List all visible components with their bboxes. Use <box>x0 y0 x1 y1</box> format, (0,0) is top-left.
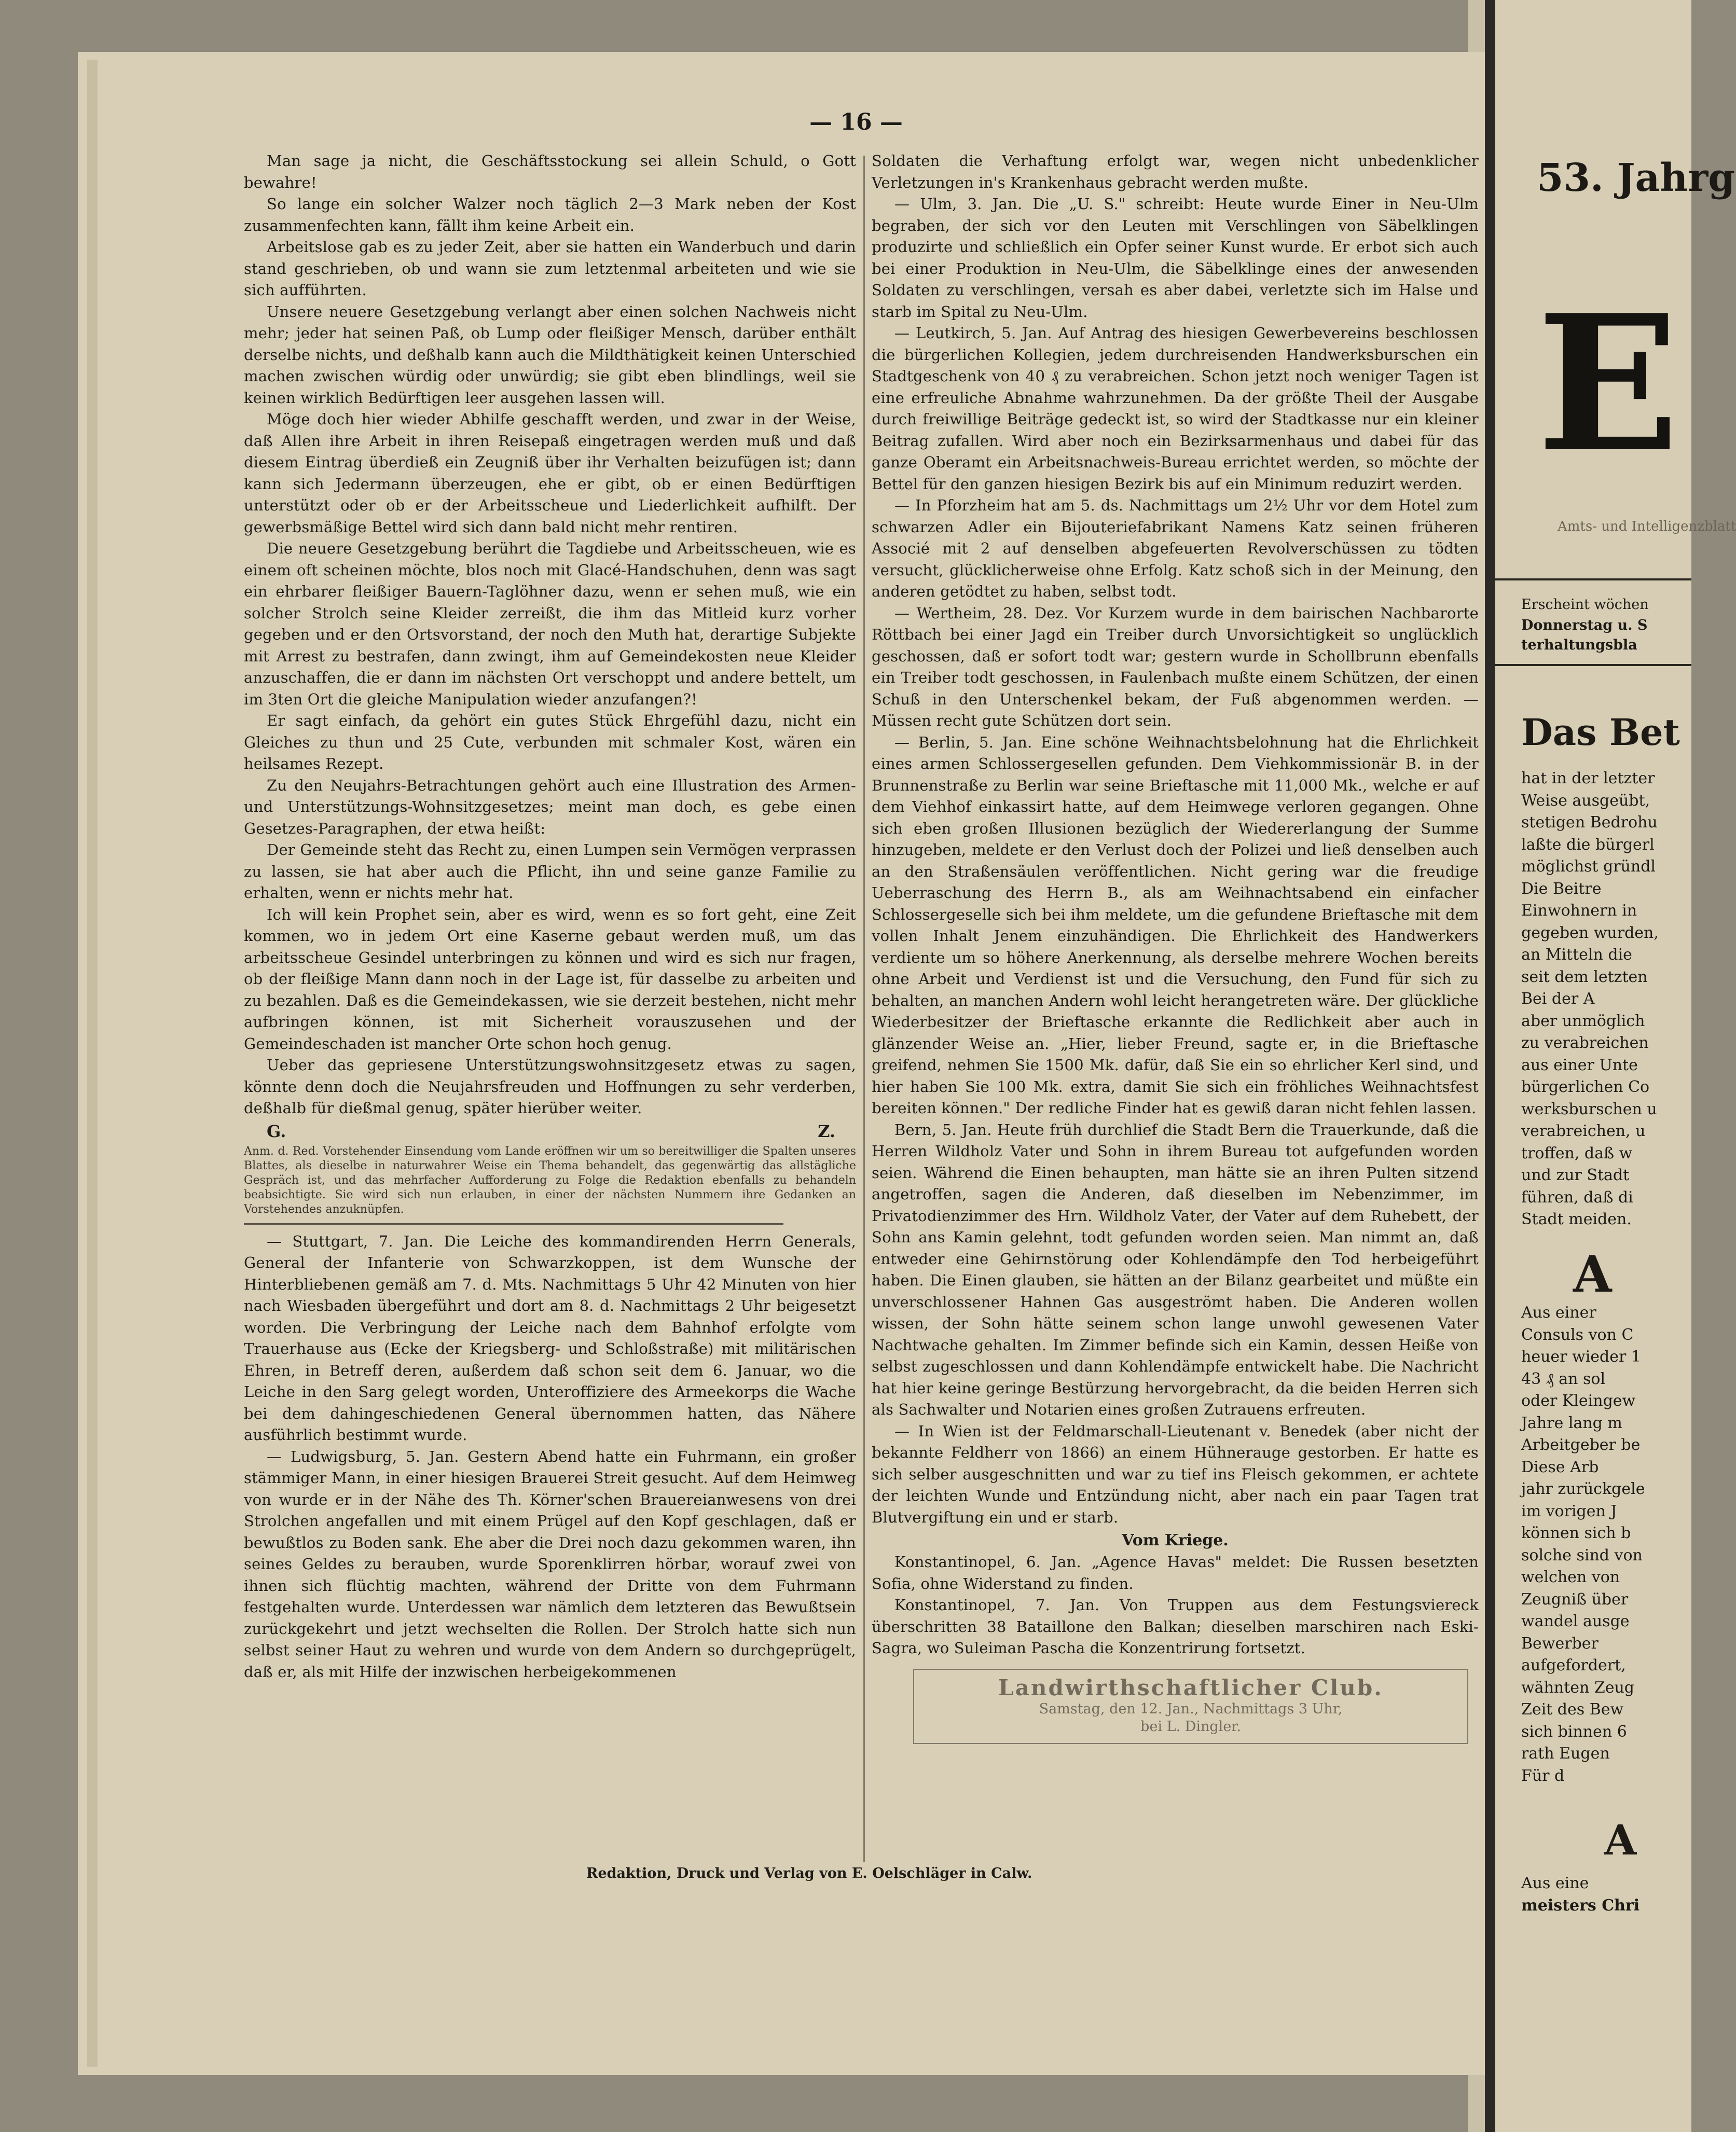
article-paragraph: Er sagt einfach, da gehört ein gutes Stück Ehrgefühl dazu, nicht ein Gleiches zu thun und 25 Cute, verbunden mit schmaler Kost, wären ein heilsames Rezept. <box>244 712 856 772</box>
article-paragraph: Arbeitslose gab es zu jeder Zeit, aber sie hatten ein Wanderbuch und darin stand geschrieben, ob und wann sie zum letztenmal arbeiteten und wie sie sich aufführten. <box>244 238 856 299</box>
text-line: wandel ausge <box>1521 1612 1630 1630</box>
section-title: Vom Kriege. <box>1122 1531 1229 1549</box>
text-line: solche sind von <box>1521 1546 1643 1565</box>
masthead-subtitle: Amts- und Intelligenzblatt <box>1558 519 1736 534</box>
news-item-berlin: — Berlin, 5. Jan. Eine schöne Weihnachtsbelohnung hat die Ehrlichkeit eines armen Schlossergesellen gefunden. Dem Viehkommissionär B. in der Brunnenstraße zu Berlin war seine Brieftasche mit 11,000 Mk., welche er auf dem Viehhof einkassirt hatte, auf dem Heimwege verloren gegangen. Ohne sich eben großen Illusionen bezüglich der Wiedererlangung der Summe hinzugeben, meldete er den Verlust doch der Polizei und ließ denselben auch an den Straßensäulen veröffentlichen. Nicht gering war die freudige Ueberraschung des Herrn B., als am Weihnachtsabend ein einfacher Schlossergeselle sich bei ihm meldete, um die gefundene Brieftasche mit dem vollen Inhalt Jenem einzuhändigen. Die Ehrlichkeit des Handwerkers verdiente um so höhere Anerkennung, als derselbe mehrere Wochen bereits ohne Arbeit und Verdienst ist und die Versuchung, den Fund für sich zu behalten, an manchen Andern wohl leicht herangetreten wäre. Der glückliche Wiederbesitzer der Brieftasche erkannte die Redlichkeit aber auch in glänzender Weise an. „Hier, lieber Freund, sagte er, in die Brieftasche greifend, nehmen Sie 1500 Mk. dafür, daß Sie ein so ehrlicher Kerl sind, und hier haben Sie 100 Mk. extra, damit Sie sich ein fröhliches Weihnachtsfest bereiten können." Der redliche Finder hat es gewiß daran nicht fehlen lassen. <box>872 733 1479 1117</box>
text-line: im vorigen J <box>1521 1502 1617 1520</box>
announcement-initial: A <box>1604 1816 1637 1864</box>
text-line: sich binnen 6 <box>1521 1722 1627 1741</box>
article-paragraph: So lange ein solcher Walzer noch täglich 2—3 Mark neben der Kost zusammenfechten kann, fällt ihm keine Arbeit ein. <box>244 195 856 234</box>
news-item-ludwigsburg: — Ludwigsburg, 5. Jan. Gestern Abend hatte ein Fuhrmann, ein großer stämmiger Mann, in einer hiesigen Brauerei Streit gesucht. Auf dem Heimweg von wurde er in der Nähe des Th. Körner'schen Brauereianwesens von drei Strolchen angefallen und mit einem Prügel auf den Kopf geschlagen, daß er bewußtlos zu Boden sank. Ehe aber die Drei noch dazu gekommen waren, ihn seines Geldes zu berauben, wurde Sporenklirren hörbar, worauf zwei von ihnen sich flüchtig machten, während der Dritte von dem Fuhrmann festgehalten wurde. Unterdessen war nämlich dem letzteren das Bewußtsein zurückgekehrt und jetzt wechselten die Rollen. Der Strolch hatte sich nun selbst seiner Haut zu wehren und wurde von dem Andern so durchgeprügelt, daß er, als mit Hilfe der inzwischen herbeigekommenen <box>244 1447 856 1681</box>
gutter-shadow <box>1485 0 1495 2132</box>
article-paragraph: Ich will kein Prophet sein, aber es wird, wenn es so fort geht, eine Zeit kommen, wo in jedem Ort eine Kaserne gebaut werden muß, um das arbeitsscheue Gesindel unterbringen zu können und wird es sich nur fragen, ob der fleißige Mann dann noch in der Lage ist, für dasselbe zu arbeiten und zu bezahlen. Daß es die Gemeindekassen, wie sie derzeit bestehen, nicht mehr aufbringen können, ist mit Sicherheit vorauszusehen und der Gemeindeschaden ist mancher Orte schon hoch genug. <box>244 905 856 1053</box>
right-column <box>872 150 1479 1744</box>
ad-line: bei L. Dingler. <box>1140 1718 1241 1735</box>
text-line: 43 ₰ an sol <box>1521 1369 1606 1388</box>
text-line: Jahre lang m <box>1521 1414 1622 1432</box>
text-line: Weise ausgeübt, <box>1521 791 1650 810</box>
text-line: meisters Chri <box>1521 1896 1640 1915</box>
text-line: Einwohnern in <box>1521 902 1637 920</box>
article-paragraph: Der Gemeinde steht das Recht zu, einen Lumpen sein Vermögen verprassen zu lassen, sie hat aber auch die Pflicht, ihn und seine ganze Familie zu erhalten, wenn er nichts mehr hat. <box>244 841 856 902</box>
text-line: welchen von <box>1521 1568 1620 1586</box>
announcement-text <box>1521 1873 1639 1917</box>
text-line: an Mitteln die <box>1521 946 1632 964</box>
text-line: führen, daß di <box>1521 1188 1633 1207</box>
issue-info: Erscheint wöchen <box>1521 597 1649 613</box>
signature-right: Z. <box>818 1121 835 1141</box>
article-heading: Das Bet <box>1521 711 1680 754</box>
article-paragraph: Soldaten die Verhaftung erfolgt war, wegen nicht unbedenklicher Verletzungen in's Krankenhaus gebracht werden mußte. <box>872 152 1479 191</box>
text-line: Aus einer <box>1521 1304 1596 1322</box>
announcement-text <box>1521 1302 1645 1787</box>
issue-info: Donnerstag u. S <box>1521 617 1648 633</box>
text-line: Aus eine <box>1521 1874 1589 1892</box>
text-line: seit dem letzten <box>1521 967 1648 986</box>
section-divider <box>244 1223 783 1225</box>
article-paragraph: Man sage ja nicht, die Geschäftsstockung sei allein Schuld, o Gott bewahre! <box>244 152 856 191</box>
ad-title: Landwirthschaftlicher Club. <box>998 1674 1383 1700</box>
war-news-item: Konstantinopel, 7. Jan. Von Truppen aus dem Festungsviereck überschritten 38 Bataillone den Balkan; dieselben marschiren nach Eski-Sagra, wo Suleiman Pascha die Konzentrirung fortsetzt. <box>872 1596 1479 1657</box>
text-line: wähnten Zeug <box>1521 1678 1634 1697</box>
text-line: troffen, daß w <box>1521 1144 1633 1162</box>
article-paragraph: Ueber das gepriesene Unterstützungswohnsitzgesetz etwas zu sagen, könnte denn doch die Neujahrsfreuden und Hoffnungen zu sehr verderben, deßhalb für dießmal genug, später hierüber weiter. <box>244 1056 856 1117</box>
text-line: stetigen Bedrohu <box>1521 813 1658 832</box>
text-line: aus einer Unte <box>1521 1056 1638 1074</box>
ad-line: Samstag, den 12. Jan., Nachmittags 3 Uhr, <box>1039 1700 1343 1717</box>
text-line: bürgerlichen Co <box>1521 1078 1650 1096</box>
text-line: Bewerber <box>1521 1634 1599 1653</box>
text-line: aber unmöglich <box>1521 1012 1645 1030</box>
text-line: Arbeitgeber be <box>1521 1436 1641 1454</box>
news-item-ulm: — Ulm, 3. Jan. Die „U. S." schreibt: Heute wurde Einer in Neu-Ulm begraben, der sich vor den Leuten mit Verschlingen von Säbelklingen produzirte und schließlich ein Opfer seiner Kunst wurde. Er erbot sich auch bei einer Produktion in Neu-Ulm, die Säbelklinge eines der anwesenden Soldaten zu verschlingen, versah es aber dabei, verletzte sich im Halse und starb im Spital zu Neu-Ulm. <box>872 195 1479 321</box>
text-line: Diese Arb <box>1521 1458 1599 1476</box>
text-line: Zeugniß über <box>1521 1590 1629 1609</box>
war-news-item: Konstantinopel, 6. Jan. „Agence Havas" meldet: Die Russen besetzten Sofia, ohne Widerstand zu finden. <box>872 1553 1479 1593</box>
advertisement-bleedthrough <box>913 1669 1468 1744</box>
text-line: Bei der A <box>1521 990 1595 1008</box>
article-signature <box>267 1122 835 1141</box>
article-text <box>1521 768 1659 1231</box>
column-divider <box>863 156 865 1862</box>
masthead-rule <box>1495 578 1691 580</box>
text-line: laßte die bürgerl <box>1521 835 1655 854</box>
text-line: Die Beitre <box>1521 879 1602 898</box>
text-line: rath Eugen <box>1521 1745 1610 1763</box>
news-item-wertheim: — Wertheim, 28. Dez. Vor Kurzem wurde in dem bairischen Nachbarorte Röttbach bei einer Jagd ein Treiber durch Unvorsichtigkeit so unglücklich geschossen, daß er sofort todt war; gestern wurde in Schollbrunn ebenfalls ein Treiber todt geschossen, in Faulenbach mußte einem Schützen, der einen Schuß in den Unterschenkel bekam, der Fuß abgenommen werden. — Müssen recht gute Schützen dort sein. <box>872 604 1479 729</box>
text-line: Stadt meiden. <box>1521 1210 1632 1228</box>
adjacent-page <box>1495 0 1736 2132</box>
news-item-pforzheim: — In Pforzheim hat am 5. ds. Nachmittags um 2½ Uhr vor dem Hotel zum schwarzen Adler ein Bijouteriefabrikant Namens Katz seinen früheren Associé mit 2 auf denselben abgefeuerten Revolverschüssen zu tödten versucht, glücklicherweise ohne Erfolg. Katz schoß sich in der Meinung, den anderen getödtet zu haben, selbst todt. <box>872 496 1479 600</box>
news-item-bern: Bern, 5. Jan. Heute früh durchlief die Stadt Bern die Trauerkunde, daß die Herren Wildholz Vater und Sohn in ihrem Bureau tot aufgefunden worden seien. Während die Einen behaupten, man hätte sie an ihren Pulten sitzend angetroffen, sagen die Anderen, daß dieselben im Nebenzimmer, im Privatodienzimmer des Hrn. Wildholz Vater, der Vater auf dem Ruhebett, der Sohn ans Kamin gelehnt, todt gefunden worden seien. Man nimmt an, daß entweder eine Gehirnstörung oder Kohlendämpfe den Tod herbeigeführt haben. Die Einen glauben, sie hätten an der Bilanz gearbeitet und müßte ein unverschlossener Hahnen Gas ausgeströmt haben. Die Anderen wollen wissen, der Sohn hätte seinem schon lange unwohl gewesenen Vater Nachtwache gehalten. Im Zimmer befinde sich ein Kamin, dessen Heiße von selbst zugeschlossen und dann Kohlendämpfe entwickelt habe. Die Nachricht hat hier keine geringe Bestürzung hervorgebracht, da die beiden Herren sich als Sachwalter und Notarien eines großen Zutrauens erfreuten. <box>872 1120 1479 1418</box>
text-line: werksburschen u <box>1521 1100 1657 1118</box>
text-line: heuer wieder 1 <box>1521 1348 1641 1366</box>
text-line: jahr zurückgele <box>1521 1480 1645 1498</box>
article-paragraph: Möge doch hier wieder Abhilfe geschafft werden, und zwar in der Weise, daß Allen ihre Arbeit in ihren Reisepaß eingetragen werden muß und daß diesem Eintrag überdieß ein Zeugniß über ihr Verhalten beizufügen ist; dann kann sich Jedermann überzeugen, ehe er gibt, ob er einen Bedürftigen unterstützt oder ob er der Arbeitsscheue und Liederlichkeit aufhilft. Der gewerbsmäßige Bettel wird sich dann bald nicht mehr rentiren. <box>244 410 856 536</box>
masthead-volume: 53. Jahrg <box>1537 156 1735 200</box>
text-line: aufgefordert, <box>1521 1656 1626 1674</box>
imprint-line: Redaktion, Druck und Verlag von E. Oelschläger in Calw. <box>586 1865 1032 1881</box>
text-line: gegeben wurden, <box>1521 923 1659 942</box>
editor-note: Anm. d. Red. Vorstehender Einsendung vom Lande eröffnen wir um so bereitwilliger die Spalten unseres Blattes, als dieselbe in naturwahrer Weise ein Thema behandelt, das gegenwärtig das allstägliche Gespräch ist, und das mehrfacher Aufforderung zu Folge die Redaktion ebenfalls zu behandeln beabsichtigte. Sie wird sich nun erlauben, in einer der nächsten Nummern ihre Gedanken an Vorstehendes anzuknüpfen. <box>244 1144 856 1216</box>
text-line: Zeit des Bew <box>1521 1700 1624 1719</box>
info-rule <box>1495 664 1691 666</box>
news-item-wien: — In Wien ist der Feldmarschall-Lieutenant v. Benedek (aber nicht der bekannte Feldherr von 1866) an einem Hühnerauge gestorben. Er hatte es sich selber ausgeschnitten und war zu tief ins Fleisch gekommen, er achtete der leichten Wunde und Entzündung nicht, aber nach ein paar Tagen trat Blutvergiftung ein und er starb. <box>872 1422 1479 1526</box>
text-line: hat in der letzter <box>1521 769 1655 787</box>
article-paragraph: Zu den Neujahrs-Betrachtungen gehört auch eine Illustration des Armen- und Unterstützungs-Wohnsitzgesetzes; meint man doch, es gebe einen Gesetzes-Paragraphen, der etwa heißt: <box>244 776 856 837</box>
text-line: Für d <box>1521 1766 1565 1785</box>
text-line: zu verabreichen <box>1521 1034 1649 1052</box>
page-number: — 16 — <box>809 109 903 135</box>
left-column <box>244 150 856 1683</box>
text-line: oder Kleingew <box>1521 1392 1636 1410</box>
issue-info: terhaltungsbla <box>1521 637 1637 653</box>
text-line: Consuls von C <box>1521 1325 1634 1344</box>
text-line: möglichst gründl <box>1521 857 1656 876</box>
news-item-stuttgart: — Stuttgart, 7. Jan. Die Leiche des kommandirenden Herrn Generals, General der Infanterie von Schwarzkoppen, ist dem Wunsche der Hinterbliebenen gemäß am 7. d. Mts. Nachmittags 5 Uhr 42 Minuten von hier nach Wiesbaden übergeführt und dort am 8. d. Nachmittags 2 Uhr beigesetzt worden. Die Verbringung der Leiche nach dem Bahnhof erfolgte vom Trauerhause aus (Ecke der Kriegsberg- und Schloßstraße) mit militärischen Ehren, in Betreff deren, außerdem daß schon seit dem 6. Januar, wo die Leiche in den Sarg gelegt worden, Unteroffiziere des Armeekorps die Wache bei dem dahingeschiedenen General übernommen hatten, das Nähere ausführlich bestimmt wurde. <box>244 1232 856 1444</box>
announcement-initial: A <box>1573 1245 1612 1304</box>
text-line: und zur Stadt <box>1521 1166 1630 1184</box>
masthead-logo: E <box>1537 274 1679 493</box>
article-paragraph: Unsere neuere Gesetzgebung verlangt aber einen solchen Nachweis nicht mehr; jeder hat seinen Paß, ob Lump oder fleißiger Mensch, darüber enthält derselbe nichts, und deßhalb kann auch die Mildthätigkeit keinen Unterschied machen zwischen würdig oder unwürdig; sie gibt eben blindlings, weil sie keinen wirklich Bedürftigen leer ausgehen lassen will. <box>244 302 856 407</box>
signature-left: G. <box>267 1121 286 1141</box>
page-edge <box>87 60 98 2067</box>
news-item-leutkirch: — Leutkirch, 5. Jan. Auf Antrag des hiesigen Gewerbevereins beschlossen die bürgerlichen Kollegien, jedem durchreisenden Handwerksburschen ein Stadtgeschenk von 40 ₰ zu verabreichen. Schon jetzt noch weniger Tagen ist eine erfreuliche Abnahme wahrzunehmen. Da der größte Theil der Ausgabe durch freiwillige Beiträge gedeckt ist, so wird der Stadtkasse nur ein kleiner Beitrag zufallen. Wird aber noch ein Bezirksarmenhaus und dabei für das ganze Oberamt ein Arbeitsnachweis-Bureau errichtet werden, so möchte der Bettel für den ganzen hiesigen Bezirk bis auf ein Minimum reduzirt werden. <box>872 324 1479 493</box>
text-line: können sich b <box>1521 1524 1631 1542</box>
article-paragraph: Die neuere Gesetzgebung berührt die Tagdiebe und Arbeitsscheuen, wie es einem oft scheinen möchte, blos noch mit Glacé-Handschuhen, denn was sagt ein ehrbarer fleißiger Bauern-Taglöhner dazu, wenn er sehen muß, wie ein solcher Strolch seine Kleider zerreißt, die ihm das Mitleid kurz vorher gegeben und er den Ortsvorstand, der noch den Muth hat, derartige Subjekte mit Arrest zu bestrafen, dann zwingt, ihm auf Gemeindekosten neue Kleider anzuschaffen, die er dann im nächsten Ort verschoppt und andere bettelt, um im 3ten Ort die gleiche Manipulation wieder anzufangen?! <box>244 539 856 708</box>
text-line: verabreichen, u <box>1521 1122 1646 1140</box>
